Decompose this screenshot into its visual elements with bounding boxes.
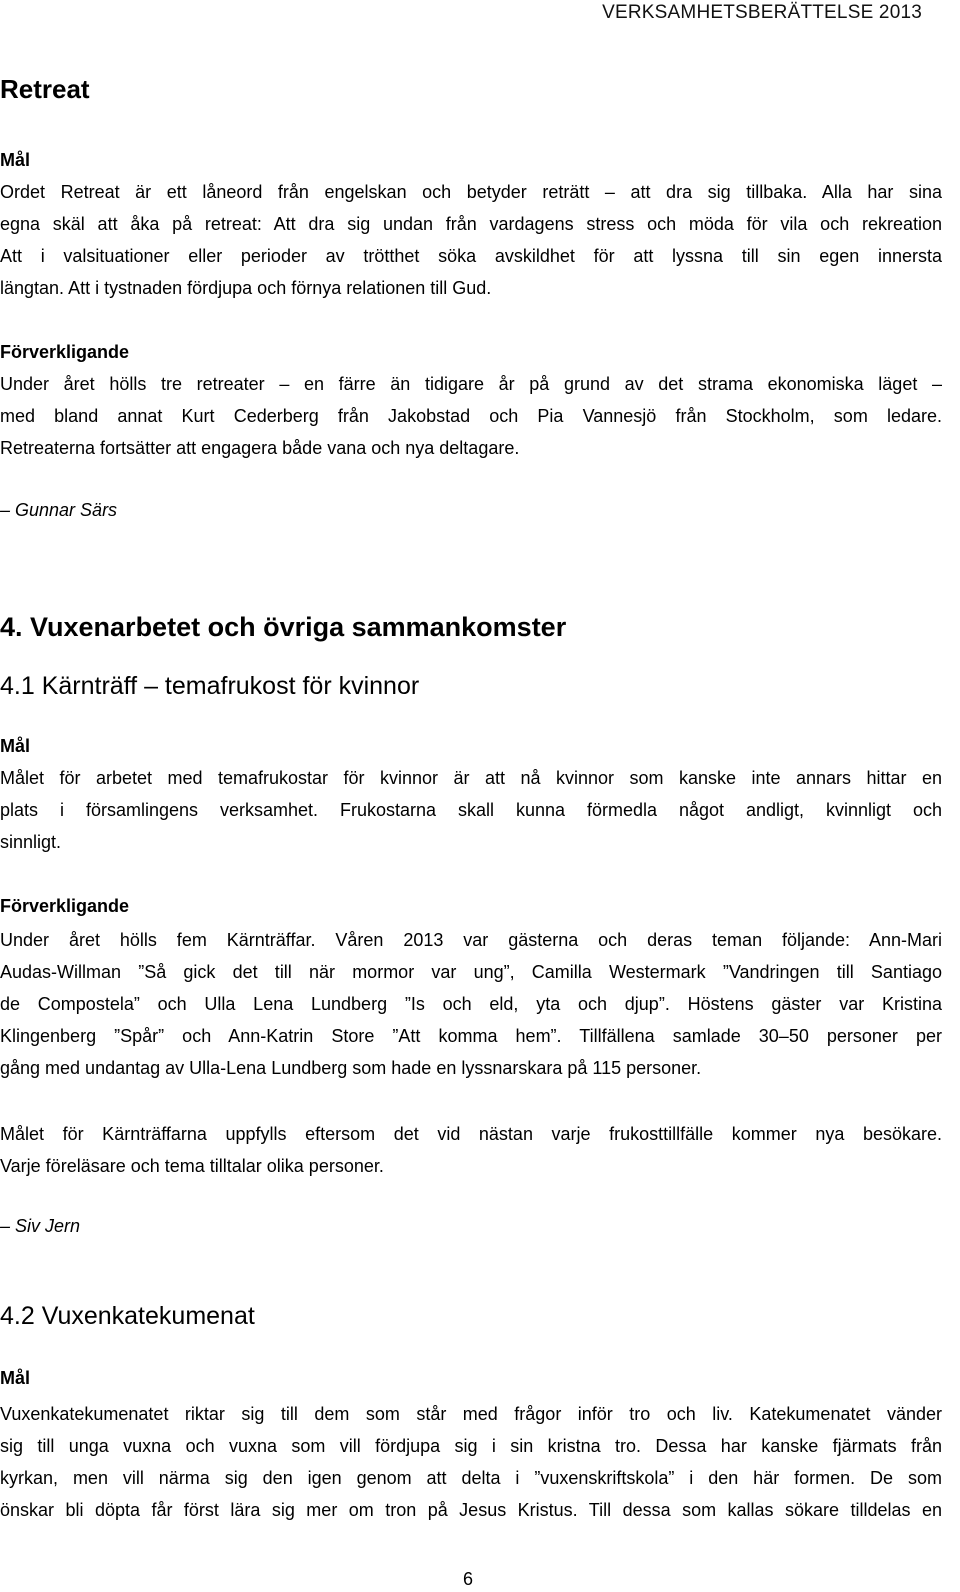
paragraph-line: Klingenberg ”Spår” och Ann-Katrin Store ”Att komma hem”. Tillfällena samlade 30–50 personer per bbox=[0, 1026, 942, 1046]
paragraph-line: Varje föreläsare och tema tilltalar olika personer. bbox=[0, 1156, 384, 1176]
paragraph-line: gång med undantag av Ulla-Lena Lundberg som hade en lyssnarskara på 115 personer. bbox=[0, 1058, 702, 1078]
section-4-1-goal-label: Mål bbox=[0, 736, 31, 756]
section-4-1-goal-paragraph bbox=[0, 762, 942, 858]
paragraph-line: de Compostela” och Ulla Lena Lundberg ”Is och eld, yta och djup”. Höstens gäster var Kristina bbox=[0, 994, 942, 1014]
paragraph-line: kyrkan, men vill närma sig den igen genom att delta i ”vuxenskriftskola” i den här formen. De som bbox=[0, 1468, 942, 1488]
paragraph-line: Ordet Retreat är ett låneord från engelskan och betyder reträtt – att dra sig tillbaka. Alla har sina bbox=[0, 182, 942, 202]
paragraph-line: Audas-Willman ”Så gick det till när mormor var ung”, Camilla Westermark ”Vandringen till Santiago bbox=[0, 962, 942, 982]
paragraph-line: med bland annat Kurt Cederberg från Jakobstad och Pia Vannesjö från Stockholm, som ledare. bbox=[0, 406, 942, 426]
paragraph-line: Vuxenkatekumenatet riktar sig till dem som står med frågor inför tro och liv. Katekumenatet vänder bbox=[0, 1404, 942, 1424]
retreat-signature: – Gunnar Särs bbox=[0, 500, 118, 520]
paragraph-line: önskar bli döpta får först lära sig mer om tron på Jesus Kristus. Till dessa som kallas sökare tilldelas en bbox=[0, 1500, 942, 1520]
section-4-1-heading: 4.1 Kärnträff – temafrukost för kvinnor bbox=[0, 672, 420, 700]
retreat-heading: Retreat bbox=[0, 74, 90, 104]
retreat-realization-paragraph bbox=[0, 368, 942, 464]
paragraph-line: Under året hölls tre retreater – en färre än tidigare år på grund av det strama ekonomiska läget – bbox=[0, 374, 942, 394]
paragraph-line: plats i församlingens verksamhet. Frukostarna skall kunna förmedla något andligt, kvinnligt och bbox=[0, 800, 942, 820]
paragraph-line: Att i valsituationer eller perioder av trötthet söka avskildhet för att lyssna till sin egen innersta bbox=[0, 246, 942, 266]
section-4-2-goal-paragraph bbox=[0, 1398, 942, 1526]
paragraph-line: Under året hölls fem Kärnträffar. Våren 2013 var gästerna och deras teman följande: Ann-Mari bbox=[0, 930, 942, 950]
retreat-realization-label: Förverkligande bbox=[0, 342, 130, 362]
section-4-2-heading: 4.2 Vuxenkatekumenat bbox=[0, 1302, 255, 1330]
section-4-1-outcome-paragraph bbox=[0, 1118, 942, 1182]
paragraph-line: egna skäl att åka på retreat: Att dra sig undan från vardagens stress och möda för vila och rekreation bbox=[0, 214, 942, 234]
retreat-goal-label: Mål bbox=[0, 150, 31, 170]
section-4-1-signature: – Siv Jern bbox=[0, 1216, 81, 1236]
paragraph-line: Retreaterna fortsätter att engagera både vana och nya deltagare. bbox=[0, 438, 520, 458]
paragraph-line: sig till unga vuxna och vuxna som vill fördjupa sig i sin kristna tro. Dessa har kanske fjärmats från bbox=[0, 1436, 942, 1456]
paragraph-line: längtan. Att i tystnaden fördjupa och förnya relationen till Gud. bbox=[0, 278, 492, 298]
paragraph-line: Målet för arbetet med temafrukostar för kvinnor är att nå kvinnor som kanske inte annars hittar en bbox=[0, 768, 942, 788]
retreat-goal-paragraph bbox=[0, 176, 942, 304]
section-4-heading: 4. Vuxenarbetet och övriga sammankomster bbox=[0, 612, 567, 642]
section-4-2-goal-label: Mål bbox=[0, 1368, 31, 1388]
section-4-1-realization-paragraph bbox=[0, 924, 942, 1084]
running-header: VERKSAMHETSBERÄTTELSE 2013 bbox=[602, 2, 922, 23]
section-4-1-realization-label: Förverkligande bbox=[0, 896, 130, 916]
page-number: 6 bbox=[463, 1569, 474, 1589]
paragraph-line: Målet för Kärnträffarna uppfylls eftersom det vid nästan varje frukosttillfälle kommer nya besökare. bbox=[0, 1124, 942, 1144]
paragraph-line: sinnligt. bbox=[0, 832, 62, 852]
